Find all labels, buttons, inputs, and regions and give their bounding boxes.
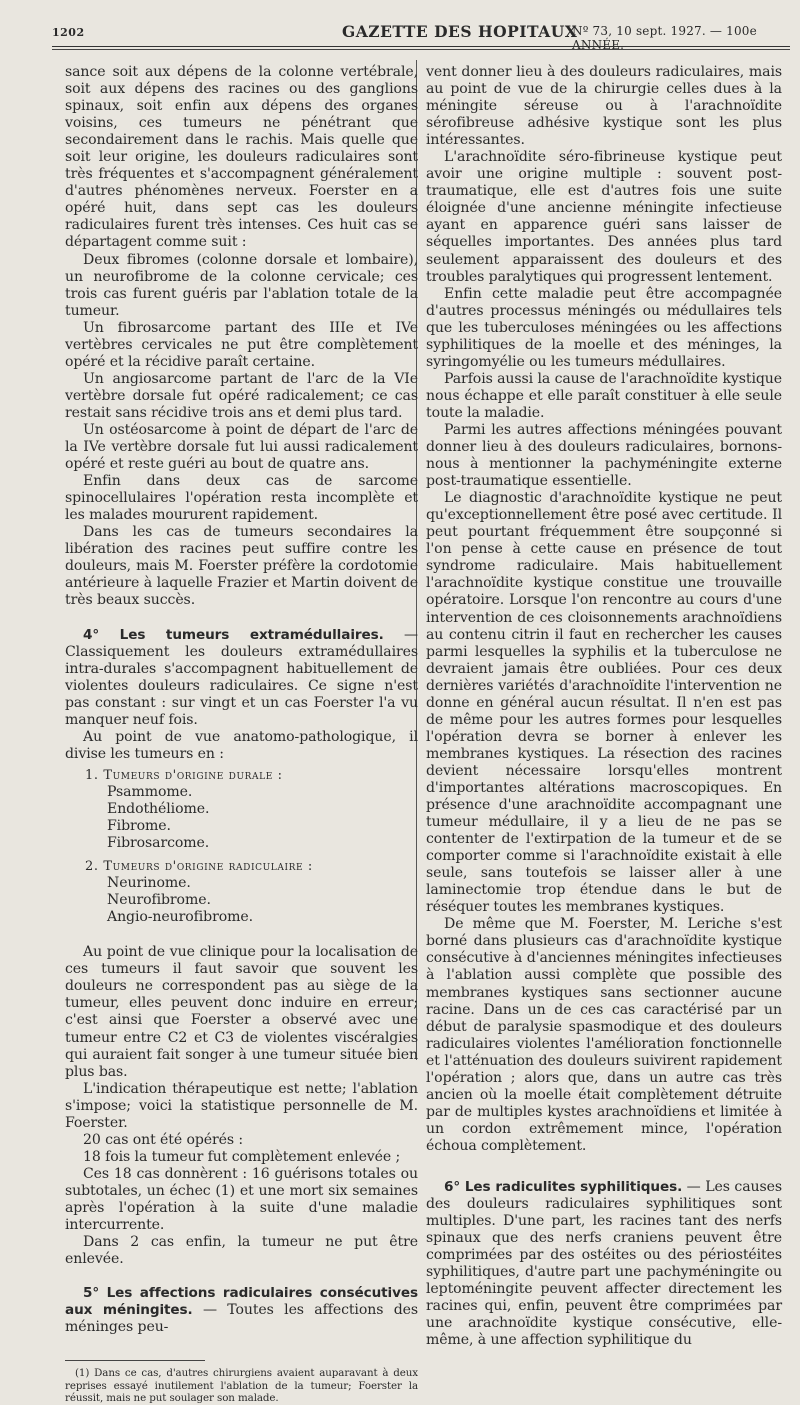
header-rule [52,46,790,47]
paragraph: sance soit aux dépens de la colonne vertébrale, soit aux dépens des racines ou des ganglions spinaux, soit enfin aux dépens des organes voisins, ces tumeurs ne pénétrant que secondairement dans le rachis. Mais quelle que soit leur origine, les douleurs radiculaires sont très fréquentes et s'accompagnent généralement d'autres phénomènes nerveux. Foerster en a opéré huit, dans sept cas les douleurs radiculaires furent très intenses. Ces huit cas se départagent comme suit : [65,64,418,251]
paragraph: Un ostéosarcome à point de départ de l'arc de la IVe vertèbre dorsale fut lui aussi radicalement opéré et reste guéri au bout de quatre ans. [65,421,418,473]
paragraph: 18 fois la tumeur fut complètement enlevée ; [83,1148,401,1165]
paragraph: Un fibrosarcome partant des IIIe et IVe vertèbres cervicales ne put être complètement opéré et la récidive paraît certaine. [65,319,418,370]
right-column [426,64,782,1349]
paragraph: L'arachnoïdite séro-fibrineuse kystique peut avoir une origine multiple : souvent post-traumatique, elle est d'autres fois une suite éloignée d'une ancienne méningite infectieuse ayant en apparence guéri sans laisser de séquelles importantes. Des années plus tard seulement apparaissent des douleurs et des troubles paralytiques qui progressent lentement. [426,149,782,285]
list-item: Angio-neurofibrome. [107,909,254,926]
paragraph: Ces 18 cas donnèrent : 16 guérisons totales ou subtotales, un échec (1) et une mort six semaines après l'opération à la suite d'une maladie intercurrente. [65,1165,418,1234]
paragraph: 20 cas ont été opérés : [83,1131,244,1148]
paragraph: L'indication thérapeutique est nette; l'ablation s'impose; voici la statistique personnelle de M. Foerster. [65,1080,418,1131]
paragraph: Au point de vue anatomo-pathologique, il divise les tumeurs en : [65,728,418,762]
left-column [65,64,418,1405]
list-item: Fibrome. [107,818,171,835]
paragraph: Parmi les autres affections méningées pouvant donner lieu à des douleurs radiculaires, bornons-nous à mentionner la pachyméningite externe post-traumatique essentielle. [426,421,782,490]
paragraph: Enfin dans deux cas de sarcome spinocellulaires l'opération resta incomplète et les malades moururent rapidement. [65,473,418,524]
paragraph: De même que M. Foerster, M. Leriche s'est borné dans plusieurs cas d'arachnoïdite kystique consécutive à d'anciennes méningites infectieuses à l'ablation aussi complète que possible des membranes kystiques sans sectionner aucune racine. Dans un de ces cas caractérisé par un début de paralysie spasmodique et des douleurs radiculaires violentes l'amélioration fonctionnelle et l'atténuation des douleurs suivirent rapidement l'opération ; alors que, dans un autre cas très ancien où la moelle était complètement détruite par de multiples kystes arachnoïdiens et limitée à un cordon extrêmement mince, l'opération échoua complètement. [426,916,782,1154]
issue-info: Nº 73, 10 sept. 1927. — 100e ANNÉE. [572,24,757,52]
list-item: Neurofibrome. [107,892,211,909]
list-item: Neurinome. [107,875,191,892]
header-rule-thin [52,49,790,50]
list-item: Endothéliome. [107,800,210,817]
paragraph: Un angiosarcome partant de l'arc de la VIe vertèbre dorsale fut opéré radicalement; ce cas restait sans récidive trois ans et demi plus tard. [65,370,418,421]
page-number: 1202 [52,26,85,39]
footnote-rule [65,1360,205,1361]
footnote: (1) Dans ce cas, d'autres chirurgiens avaient auparavant à deux reprises essayé inutilement l'ablation de la tumeur; Foerster la réussit, mais ne put soulager son malade. [65,1367,418,1405]
paragraph: Parfois aussi la cause de l'arachnoïdite kystique nous échappe et elle paraît constituer à elle seule toute la maladie. [426,370,782,421]
paragraph: Dans 2 cas enfin, la tumeur ne put être enlevée. [65,1234,418,1268]
list-item: Psammome. [107,783,193,800]
section-heading: 5° Les affections radiculaires consécutives aux méningites. [65,1285,418,1319]
section-5 [65,1285,418,1336]
section-heading: 4° Les tumeurs extramédullaires. [83,626,384,643]
paragraph: Dans les cas de tumeurs secondaires la libération des racines peut suffire contre les douleurs, mais M. Foerster préfère la cordotomie antérieure à laquelle Frazier et Martin doivent de très beaux succès. [65,524,418,609]
list-item: Fibrosarcome. [107,835,210,852]
section-text: — Toutes les affections des méninges peu- [65,1302,418,1336]
journal-title: GAZETTE DES HOPITAUX [342,22,578,41]
section-heading: 6° Les radiculites syphilitiques. [444,1179,683,1195]
paragraph: vent donner lieu à des douleurs radiculaires, mais au point de vue de la chirurgie celles dues à la méningite séreuse ou à l'arachnoïdite sérofibreuse adhésive kystique sont les plus intéressantes. [426,64,782,149]
section-6 [426,1179,782,1349]
tumor-classification [65,767,418,926]
paragraph: Deux fibromes (colonne dorsale et lombaire), un neurofibrome de la colonne cervicale; ces trois cas furent guéris par l'ablation totale de la tumeur. [65,251,418,319]
section-4 [65,627,418,729]
paragraph: Enfin cette maladie peut être accompagnée d'autres processus méningés ou médullaires tels que les tuberculoses méningées ou les affections syphilitiques de la moelle et des méninges, la syringomyélie ou les tumeurs médullaires. [426,285,782,370]
section-text: — Les causes des douleurs radiculaires syphilitiques sont multiples. D'une part, les racines tant des nerfs spinaux que des nerfs craniens peuvent être comprimées par des ostéites ou des périostéites syphilitiques, d'autre part une pachyméningite ou leptoméningite peuvent affecter directement les racines qui, enfin, peuvent être comprimées par une arachnoïdite kystique consécutive, elle-même, à une affection syphilitique du [426,1179,782,1349]
section-text: — Classiquement les douleurs extramédullaires intra-durales s'accompagnent habituellement de violentes douleurs radiculaires. Ce signe n'est pas constant : sur vingt et un cas Foerster l'a vu manquer neuf fois. [65,626,418,728]
paragraph: Le diagnostic d'arachnoïdite kystique ne peut qu'exceptionnellement être posé avec certitude. Il peut pourtant fréquemment être soupçonné si l'on pense à cette cause en présence de tout syndrome radiculaire. Mais habituellement l'arachnoïdite kystique constitue une trouvaille opératoire. Lorsque l'on rencontre au cours d'une intervention de ces cloisonnements arachnoïdiens au contenu citrin il faut en rechercher les causes parmi lesquelles la syphilis et la tuberculose ne devraient jamais être oubliées. Pour ces deux dernières variétés d'arachnoïdite l'intervention ne donne en général aucun résultat. Il n'en est pas de même pour les autres formes pour lesquelles l'opération devra se borner à enlever les membranes kystiques. La résection des racines devient nécessaire lorsqu'elles montrent d'importantes altérations macroscopiques. En présence d'une arachnoïdite accompagnant une tumeur médullaire, il y a lieu de ne pas se contenter de l'extirpation de la tumeur et de se comporter comme si l'arachnoïdite existait à elle seule, sans toutefois se laisser aller à une laminectomie trop étendue dans le but de réséquer toutes les membranes kystiques. [426,490,782,916]
spacer [65,930,418,944]
paragraph: Au point de vue clinique pour la localisation de ces tumeurs il faut savoir que souvent les douleurs ne correspondent pas au siège de la tumeur, elles peuvent donc induire en erreur; c'est ainsi que Foerster a observé avec une tumeur entre C2 et C3 de violentes viscéralgies qui auraient fait songer à une tumeur située bien plus bas. [65,944,418,1080]
list-group-heading: 1. Tumeurs d'origine durale : [85,767,283,783]
list-group-heading: 2. Tumeurs d'origine radiculaire : [85,859,313,875]
running-header [52,20,790,52]
